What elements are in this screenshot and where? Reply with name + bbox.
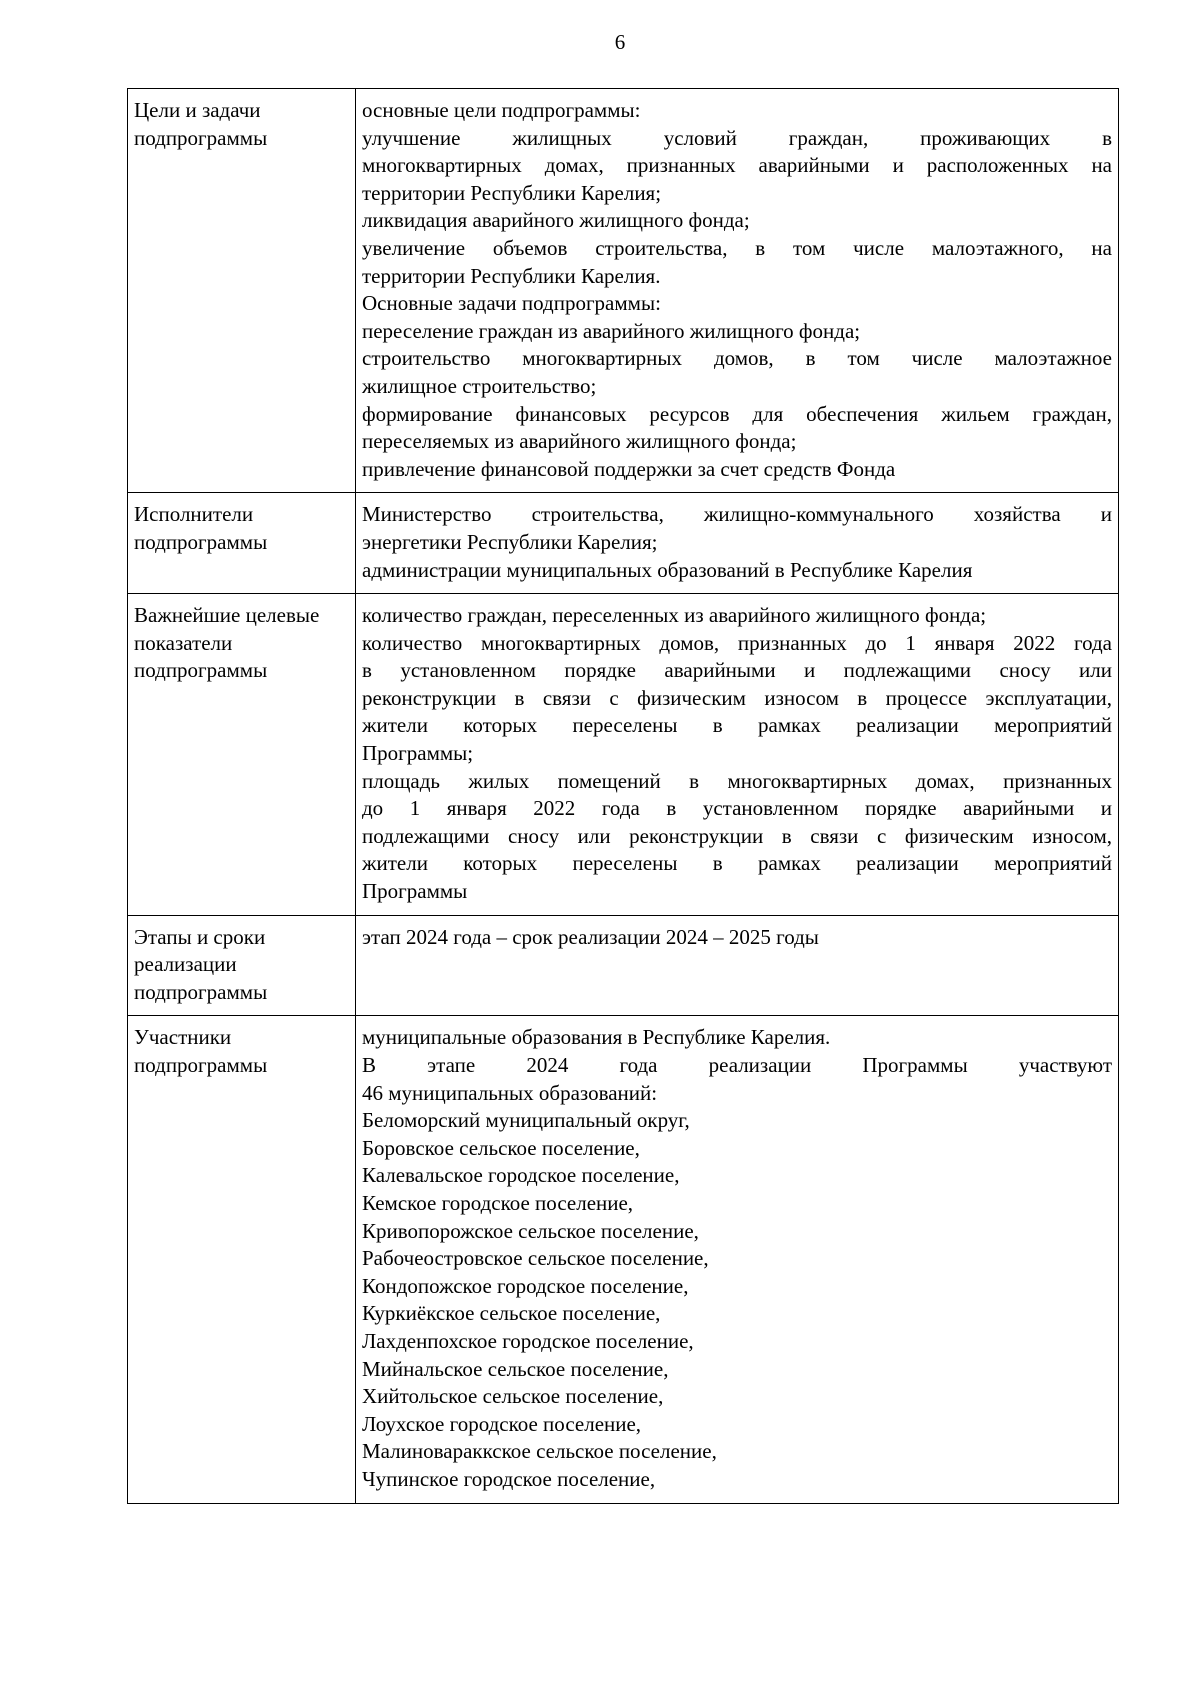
row-value-cell — [356, 89, 1119, 493]
row-label-line: реализации — [134, 952, 237, 977]
row-value-line: Программы — [362, 879, 468, 904]
subprogram-passport-table — [127, 88, 1119, 1504]
row-value-line: формирование финансовых ресурсов для обеспечения жильем граждан, — [362, 401, 1112, 426]
row-label-line: подпрограммы — [134, 1053, 268, 1077]
row-value-line: Мийнальское сельское поселение, — [362, 1356, 669, 1381]
row-value-line: улучшение жилищных условий граждан, проживающих в — [362, 125, 1112, 150]
row-label-line: Исполнители — [134, 502, 254, 527]
row-value-line: Кемское городское поселение, — [362, 1190, 634, 1215]
row-label-line: показатели — [134, 630, 233, 655]
table-row-goals-and-tasks — [128, 89, 1119, 493]
table-row-target-indicators — [128, 594, 1119, 916]
row-label-line: Этапы и сроки — [134, 924, 266, 949]
row-value-line: переселяемых из аварийного жилищного фонда; — [362, 429, 797, 454]
table-row-participants — [128, 1016, 1119, 1503]
row-value-line: Лахденпохское городское поселение, — [362, 1328, 694, 1353]
row-label-cell — [128, 89, 356, 493]
row-value-line: основные цели подпрограммы: — [362, 98, 641, 122]
row-value-line: Рабочеостровское сельское поселение, — [362, 1246, 709, 1271]
row-label-line: подпрограммы — [134, 658, 268, 683]
row-value-line: площадь жилых помещений в многоквартирных домах, признанных — [362, 768, 1112, 793]
row-value-line: муниципальные образования в Республике Карелия. — [362, 1025, 831, 1050]
row-label-line: Важнейшие целевые — [134, 603, 320, 628]
row-value-line: жилищное строительство; — [362, 373, 597, 398]
row-value-line: Калевальское городское поселение, — [362, 1163, 680, 1188]
row-label-line: подпрограммы — [134, 125, 268, 150]
row-value-line: привлечение финансовой поддержки за счет средств Фонда — [362, 456, 896, 481]
row-value-line: жители которых переселены в рамках реализации мероприятий — [362, 851, 1112, 876]
row-value-line: энергетики Республики Карелия; — [362, 529, 658, 554]
row-value-line: Основные задачи подпрограммы: — [362, 291, 661, 316]
row-value-line: администрации муниципальных образований в Республике Карелия — [362, 557, 973, 582]
row-label-line: подпрограммы — [134, 529, 268, 554]
row-value-line: увеличение объемов строительства, в том числе малоэтажного, на — [362, 235, 1112, 260]
row-label-cell — [128, 1016, 356, 1503]
row-value-line: Беломорский муниципальный округ, — [362, 1108, 690, 1133]
row-label-cell — [128, 594, 356, 916]
row-value-line: переселение граждан из аварийного жилищного фонда; — [362, 318, 861, 343]
row-value-line: Чупинское городское поселение, — [362, 1466, 656, 1491]
row-value-line: Куркиёкское сельское поселение, — [362, 1301, 661, 1326]
row-value-line: Малиновараккское сельское поселение, — [362, 1439, 717, 1464]
row-value-line: Лоухское городское поселение, — [362, 1411, 642, 1436]
row-value-cell — [356, 493, 1119, 594]
table-row-stages-and-terms — [128, 915, 1119, 1016]
row-value-line: Кривопорожское сельское поселение, — [362, 1218, 699, 1243]
row-value-line: территории Республики Карелия. — [362, 263, 661, 288]
table-row-executors — [128, 493, 1119, 594]
passport-table-body — [128, 89, 1119, 1504]
row-value-line: строительство многоквартирных домов, в том числе малоэтажное — [362, 346, 1112, 371]
row-value-cell — [356, 1016, 1119, 1503]
row-value-line: количество многоквартирных домов, признанных до 1 января 2022 года — [362, 630, 1112, 655]
row-value-line: территории Республики Карелия; — [362, 180, 662, 205]
row-label-cell — [128, 915, 356, 1016]
row-value-line: Хийтольское сельское поселение, — [362, 1384, 664, 1409]
row-value-line: ликвидация аварийного жилищного фонда; — [362, 208, 750, 233]
row-label-cell — [128, 493, 356, 594]
row-value-line: до 1 января 2022 года в установленном порядке аварийными и — [362, 796, 1112, 821]
row-value-line: В этапе 2024 года реализации Программы участвуют — [362, 1053, 1112, 1077]
row-value-line: Программы; — [362, 741, 474, 766]
row-value-line: подлежащими сносу или реконструкции в связи с физическим износом, — [362, 823, 1112, 848]
row-label-line: Цели и задачи — [134, 98, 261, 122]
row-value-cell — [356, 915, 1119, 1016]
row-value-line: Министерство строительства, жилищно-коммунального хозяйства и — [362, 502, 1112, 527]
row-value-line: многоквартирных домах, признанных аварийными и расположенных на — [362, 153, 1112, 178]
row-label-line: Участники — [134, 1025, 232, 1050]
row-value-line: жители которых переселены в рамках реализации мероприятий — [362, 713, 1112, 738]
row-label-line: подпрограммы — [134, 979, 268, 1004]
row-value-line: 46 муниципальных образований: — [362, 1080, 658, 1105]
row-value-cell — [356, 594, 1119, 916]
row-value-line: этап 2024 года – срок реализации 2024 – 2025 годы — [362, 924, 819, 949]
row-value-line: Боровское сельское поселение, — [362, 1135, 640, 1160]
row-value-line: количество граждан, переселенных из аварийного жилищного фонда; — [362, 603, 987, 628]
row-value-line: реконструкции в связи с физическим износом в процессе эксплуатации, — [362, 685, 1112, 710]
page-number: 6 — [614, 30, 626, 54]
row-value-line: в установленном порядке аварийными и подлежащими сносу или — [362, 658, 1112, 683]
row-value-line: Кондопожское городское поселение, — [362, 1273, 689, 1298]
